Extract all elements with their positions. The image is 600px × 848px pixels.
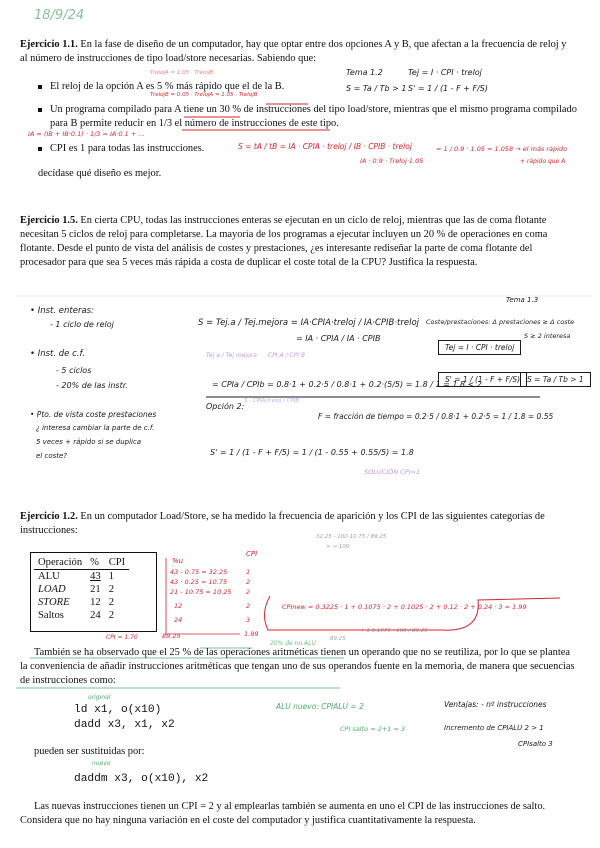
note-pct-head: %u xyxy=(172,557,184,565)
note-list2c: - 20% de las instr. xyxy=(56,381,128,390)
note-small-top: TrelojA = 1.05 · TrelojB xyxy=(150,70,214,76)
note-total: 1.99 xyxy=(244,630,259,638)
note-small2: 89.25 xyxy=(330,636,346,642)
code-line-2: dadd x3, x1, x2 xyxy=(74,719,175,731)
note-cpi-col-3: 2 xyxy=(246,588,251,596)
note-alu-note: 20% de no ALU xyxy=(270,640,316,647)
table-header-cell: % xyxy=(86,556,105,570)
note-list3d: el coste? xyxy=(36,452,68,460)
note-s-box: S = Ta / Tb > 1 xyxy=(520,372,591,387)
note-salto-cpi: CPI salto = 2+1 = 3 xyxy=(340,725,406,733)
note-opcion: Opción 2: xyxy=(206,402,245,411)
note-sprime-box: S' = 1 / (1 - F + F/S) xyxy=(438,372,527,387)
note-row2: 12 xyxy=(174,602,183,610)
note-tej-box: Tej = I · CPI · treloj xyxy=(438,340,521,355)
note-side-small: S · CPIA·treloj / CPIB xyxy=(244,398,300,404)
note-small-calc: + 1.0.1075 · 100 / 89.25 xyxy=(360,628,428,634)
note-tema: Tema 1.2 xyxy=(346,68,383,77)
note-cpi-new: CPInew = 0.3225 · 1 + 0.1075 · 2 + 0.1025 · 2 + 0.12 · 2 + 0.24 · 3 = 1.99 xyxy=(282,603,527,611)
table-cell: 24 xyxy=(90,610,101,621)
note-s-eq: S = Tej.a / Tej.mejora = IA·CPIA·treloj / IA·CPIB·treloj xyxy=(198,318,420,328)
exercise-title: Ejercicio 1.1. xyxy=(20,39,78,50)
table-cell: 2 xyxy=(108,597,115,608)
date-note: 18/9/24 xyxy=(34,8,85,23)
table-cell: ALU xyxy=(38,571,60,582)
exercise-1-2-para2: pueden ser sustituidas por: xyxy=(34,746,145,757)
note-original: original xyxy=(88,694,111,701)
note-nuevo: nuevo xyxy=(92,760,111,767)
note-top2: × → 100 xyxy=(326,544,350,550)
table-cell: Saltos xyxy=(38,610,64,621)
exercise-title: Ejercicio 1.2. xyxy=(20,511,78,522)
note-tej-formula: Tej = I · CPI · treloj xyxy=(408,68,482,77)
note-ventajas: Ventajas: - nº instrucciones xyxy=(444,700,547,709)
note-row1: 43 - 0.75 = 32.25 xyxy=(170,568,228,576)
note-side: + rápido que A xyxy=(520,158,566,165)
note-incremento: Incremento de CPIALU 2 > 1 xyxy=(444,724,544,732)
exercise-body: En cierta CPU, todas las instrucciones enteras se ejecutan en un ciclo de reloj, mientras que las de coma flotante necesitan 5 ciclos de reloj para completarse. La mayoría de los programas a ejecutar incluyen un 20 % de operaciones en coma flotante. Desde el punto de vista del análisis de costes y prestaciones, ¿es interesante rediseñar la parte de coma flotante del procesador para que sea 5 veces más rápida a costa de duplicar el coste total de la CPU? Justifica la respuesta. xyxy=(20,215,548,268)
note-s-formula: S = Ta / Tb > 1 xyxy=(346,84,407,93)
note-tema-13: Tema 1.3 xyxy=(506,296,539,304)
note-list1: • Inst. enteras: xyxy=(30,306,94,316)
exercise-title: Ejercicio 1.5. xyxy=(20,215,78,226)
exercise-1-1-bullet-1: El reloj de la opción A es 5 % más rápido que el de la B. xyxy=(38,80,338,94)
exercise-1-1-bullet-3: CPI es 1 para todas las instrucciones. xyxy=(38,142,338,156)
note-row3: 24 xyxy=(174,616,183,624)
note-cpi-bottom: CPI = 1.70 xyxy=(106,634,138,641)
note-list1b: - 1 ciclo de reloj xyxy=(50,320,114,329)
note-cpi-salto: CPIsalto 3 xyxy=(518,740,553,748)
table-cell: 2 xyxy=(108,610,115,621)
note-cpi-col-5: 3 xyxy=(246,616,251,624)
note-result: = 1 / 0.9 · 1.05 = 1.058 → el más rápido xyxy=(436,145,568,153)
code-line-1: ld x1, o(x10) xyxy=(74,704,162,716)
note-list3b: ¿ interesa cambiar la parte de c.f. xyxy=(36,424,155,432)
exercise-1-2-para1: También se ha observado que el 25 % de las operaciones aritméticas tienen un operando que no se reutiliza, por lo que se plantea la conveniencia de añadir instrucciones aritméticas que tengan uno de sus operandos fuente en la memoria, de manera que secuencias de instrucciones como: xyxy=(20,647,575,686)
note-s-prime: S' = 1 / (1 - F + F/S) xyxy=(408,84,489,93)
table-cell: 2 xyxy=(108,584,115,595)
table-cell: 12 xyxy=(90,597,101,608)
note-cpi-head: CPI xyxy=(246,550,258,558)
note-alu-cpi: ALU nuevo: CPIALU = 2 xyxy=(276,702,364,711)
note-small-mid: TrelojB = 0.05 · TrelojA = 1.05 · TrelojB xyxy=(150,92,258,98)
note-cpi-line: = CPIa / CPIb = 0.8·1 + 0.2·5 / 0.8·1 + 0.2·(5/5) = 1.8 / 1 = 1.8 < 2 xyxy=(212,380,482,389)
note-tej-small: Tej a / Tej mejora xyxy=(206,352,257,359)
exercise-body: En un computador Load/Store, se ha medido la frecuencia de aparición y los CPI de las siguientes categorías de instrucciones: xyxy=(20,511,545,536)
note-list2b: - 5 ciclos xyxy=(56,366,92,375)
note-sum: 89.25 xyxy=(162,632,181,640)
note-fraction: F = fracción de tiempo = 0.2·5 / 0.8·1 + 0.2·5 = 1 / 1.8 = 0.55 xyxy=(318,412,554,421)
exercise-1-2-para3: Las nuevas instrucciones tienen un CPI = 2 y al emplearlas también se aumenta en uno el CPI de las instrucciones de salto. Considera que no hay ninguna variación en el coste del computador y justifica cuantitativamente la respuesta. xyxy=(20,801,546,826)
note-a-line: IA = (IB + IB·0.1) · 1/3 = IA·0.1 + ... xyxy=(28,130,145,138)
exercise-intro: En la fase de diseño de un computador, hay que optar entre dos opciones A y B, que afectan a la frecuencia de reloj y al número de instrucciones de tipo load/store necesarias. Sabiendo que: xyxy=(20,39,567,64)
table-cell: 21 xyxy=(90,584,101,595)
table-cell: 1 xyxy=(108,571,115,582)
note-list3: • Pto. de vista coste prestaciones xyxy=(30,410,157,419)
note-list3c: 5 veces + rápido si se duplica xyxy=(36,438,142,446)
note-list2: • Inst. de c.f. xyxy=(30,349,86,359)
table-header-cell: CPI xyxy=(105,556,130,570)
note-coste: Coste/prestaciones: Δ prestaciones ≥ Δ coste xyxy=(426,318,575,326)
table-cell: STORE xyxy=(38,597,70,608)
table-header-cell: Operación xyxy=(34,556,86,570)
note-cpi-col-2: 2 xyxy=(246,578,251,586)
exercise-1-1-outro: decídase qué diseño es mejor. xyxy=(38,168,162,179)
note-cpi-col-1: 1 xyxy=(246,568,251,576)
note-ratio2: IA · 0.9 · Treloj·1.05 xyxy=(360,157,424,165)
note-top1: 32.25 - 100·10.75 / 89.25 xyxy=(316,534,387,540)
note-s-eq2: = IA · CPIA / IA · CPIB xyxy=(296,334,381,343)
table-cell: 43 xyxy=(90,571,101,582)
code-line-3: daddm x3, o(x10), x2 xyxy=(74,773,209,785)
table-cell: LOAD xyxy=(38,584,66,595)
note-cpi-col-4: 2 xyxy=(246,602,251,610)
note-cpi-small: CPI A / CPI B xyxy=(268,352,306,359)
note-gray-bottom: SOLUCIÓN CPI=1 xyxy=(364,468,421,476)
exercise-1-1-bullet-2: Un programa compilado para A tiene un 30 % de instrucciones del tipo load/store, mientras que el mismo programa compilado para B permite reducir en 1/3 el número de instrucciones de este tipo. xyxy=(38,103,590,131)
note-sprime: S' = 1 / (1 - F + F/5) = 1 / (1 - 0.55 + 0.55/5) = 1.8 xyxy=(210,448,414,457)
note-row1c: 21 - 10.75 = 10.25 xyxy=(170,588,232,596)
note-row1b: 43 · 0.25 = 10.75 xyxy=(170,578,228,586)
note-ratio: S = tA / tB = IA · CPIA · treloj / IB · CPIB · treloj xyxy=(238,142,412,151)
note-cp-cmp: S ≥ 2 interesa xyxy=(524,332,571,340)
